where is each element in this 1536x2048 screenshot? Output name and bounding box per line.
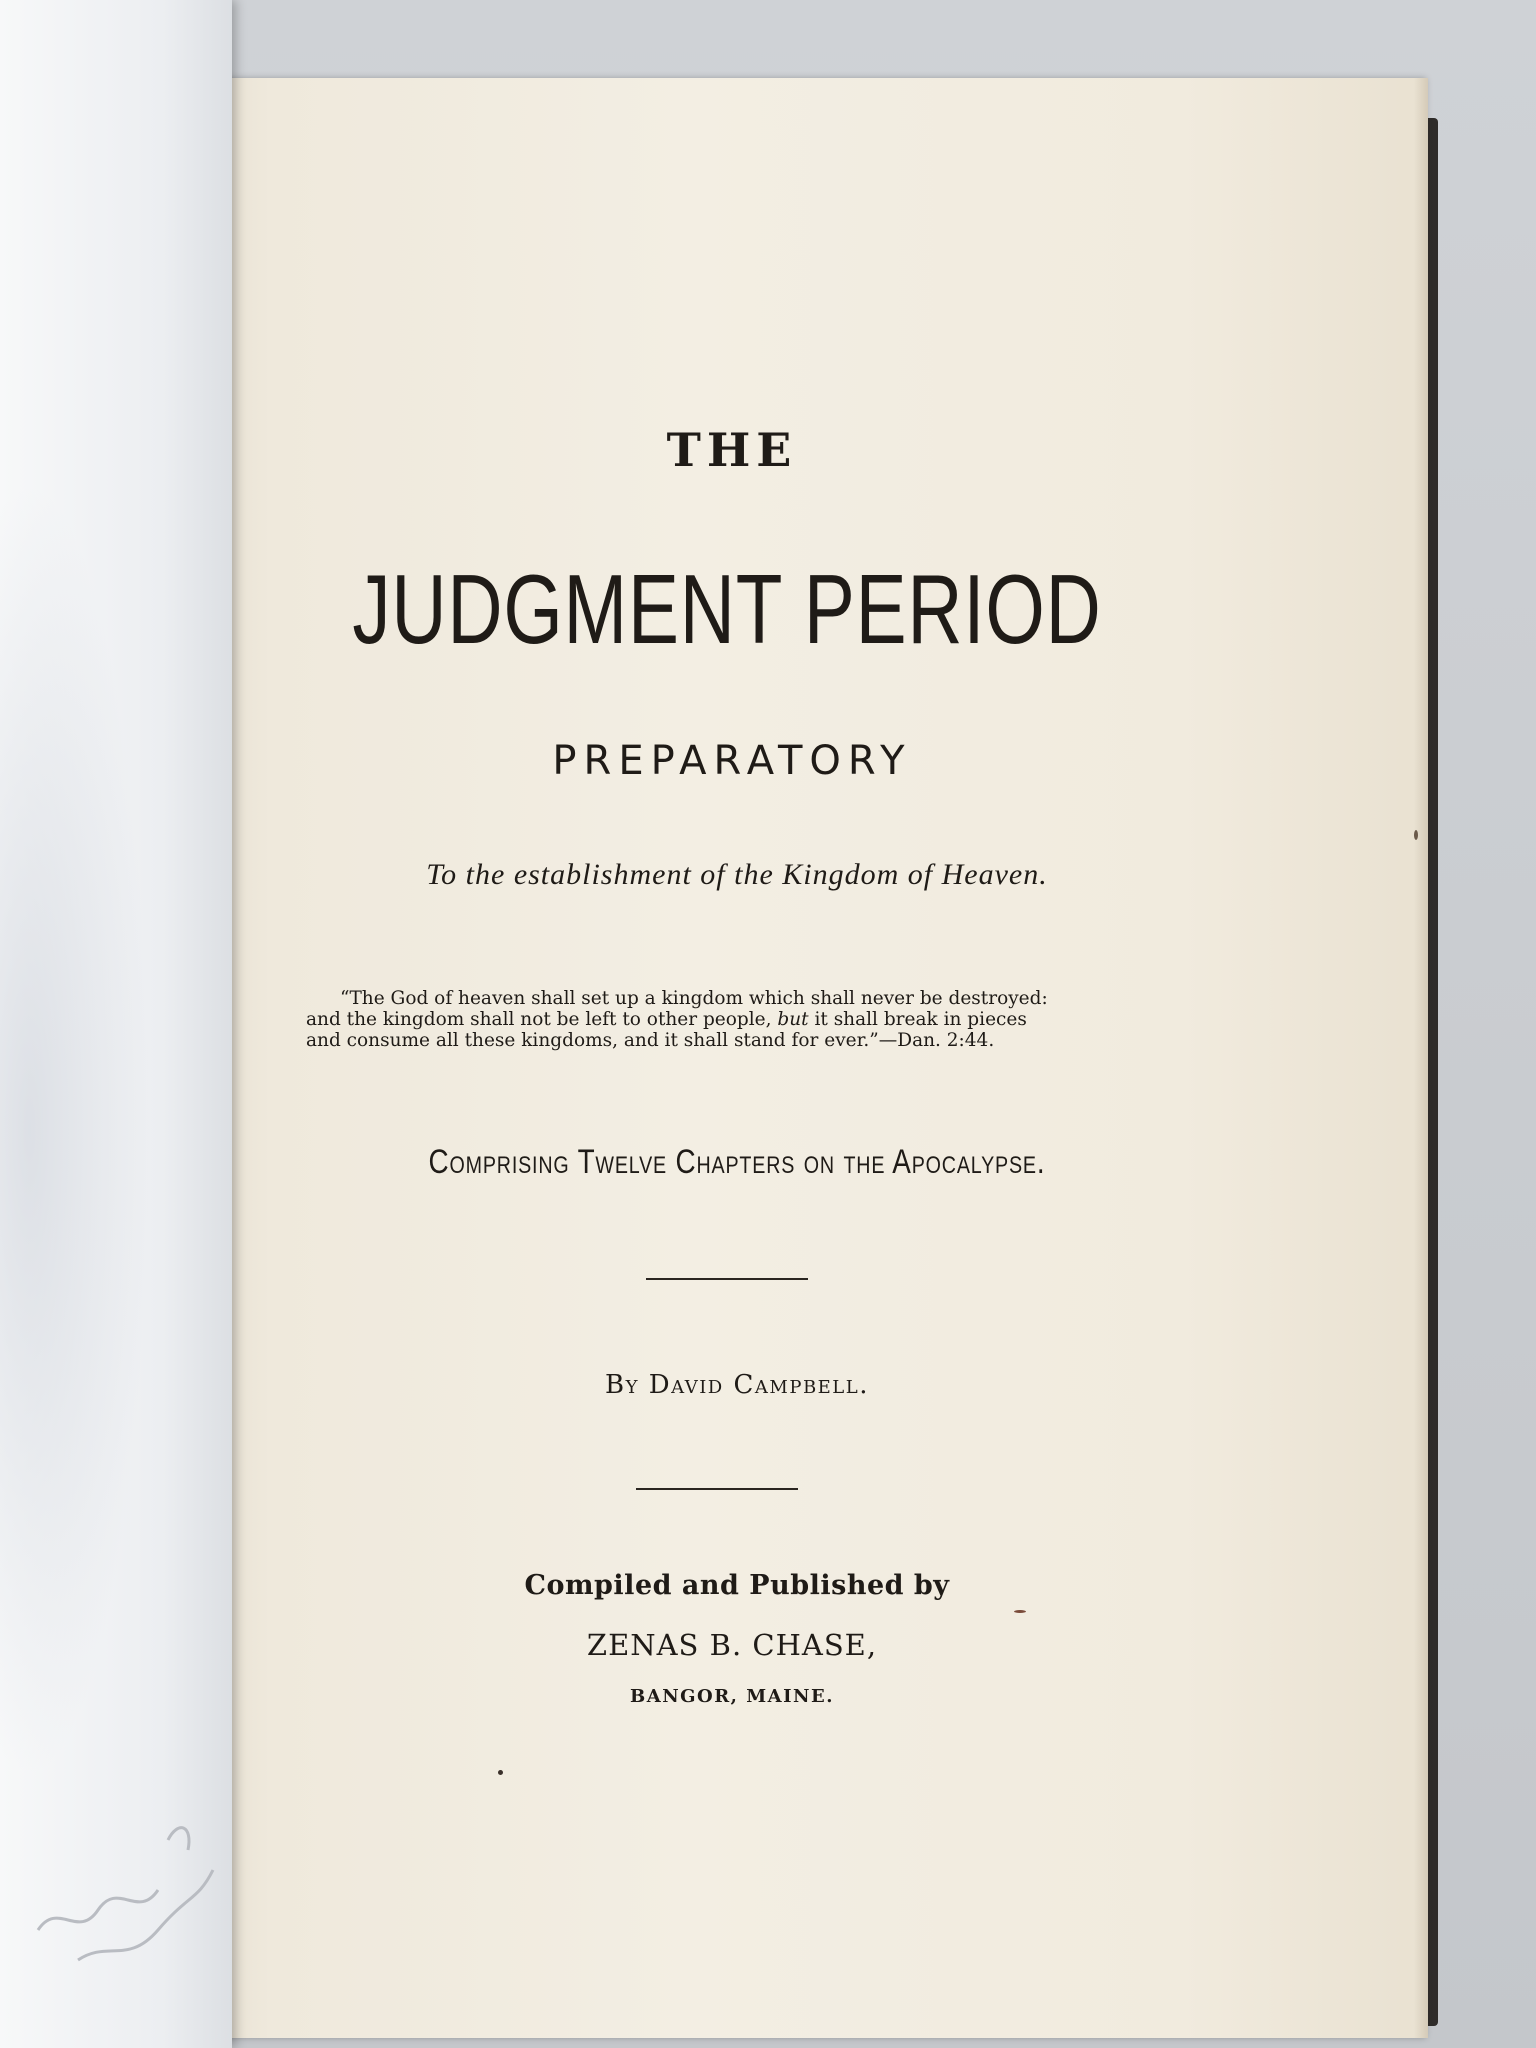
main-title: JUDGMENT PERIOD	[352, 554, 1102, 664]
quote-line-1: “The God of heaven shall set up a kingdom which shall never be destroyed:	[340, 988, 1048, 1009]
scripture-quote	[306, 988, 1151, 1051]
title-page	[196, 78, 1428, 2038]
quote-line-3: and consume all these kingdoms, and it shall stand for ever.”—Dan. 2:44.	[306, 1030, 995, 1051]
subtitle: To the establishment of the Kingdom of Heaven.	[426, 858, 1048, 891]
quote-line-2b: it shall break in pieces	[808, 1009, 1027, 1030]
divider-rule-2	[636, 1488, 798, 1490]
tissue-guard-sheet	[0, 0, 232, 2048]
frontispiece-show-through	[0, 480, 150, 1780]
compiled-line: Compiled and Published by	[524, 1570, 950, 1601]
paper-speck	[1414, 830, 1418, 840]
publisher-name: ZENAS B. CHASE,	[586, 1628, 878, 1662]
handwritten-signature	[18, 1780, 218, 1980]
paper-speck	[498, 1770, 503, 1775]
divider-rule-1	[646, 1278, 808, 1280]
title-the: THE	[666, 423, 798, 477]
quote-line-2-emphasis: but	[777, 1009, 809, 1030]
page-edge-shadow	[1414, 78, 1428, 2038]
quote-line-2a: and the kingdom shall not be left to other people,	[306, 1009, 778, 1030]
paper-speck	[1014, 1610, 1026, 1613]
publisher-place: BANGOR, MAINE.	[630, 1686, 834, 1707]
comprising-line: Comprising Twelve Chapters on the Apocalypse.	[428, 1143, 1046, 1181]
title-preparatory: PREPARATORY	[552, 738, 912, 784]
author-byline: By David Campbell.	[605, 1370, 869, 1400]
